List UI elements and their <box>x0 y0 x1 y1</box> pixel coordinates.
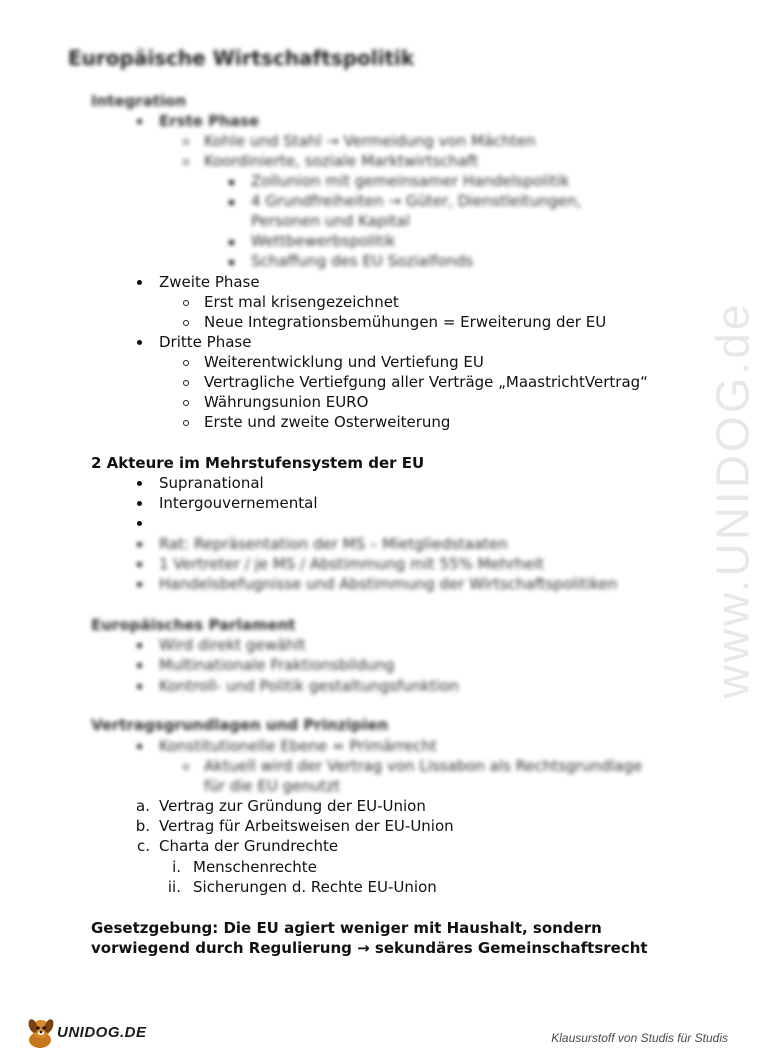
list-item: 4 Grundfreiheiten → Güter, Dienstleitungen, <box>251 192 582 210</box>
circle-bullet-icon <box>183 420 189 426</box>
enum-marker: a. <box>136 797 150 815</box>
bullet-icon <box>137 542 142 547</box>
section-heading-parlament: Europäisches Parlament <box>91 616 296 634</box>
watermark <box>702 270 762 730</box>
bullet-icon <box>137 684 142 689</box>
list-item: Konstitutionelle Ebene = Primärrecht <box>159 737 437 755</box>
phase-label: Zweite Phase <box>159 273 260 291</box>
bullet-icon <box>137 521 142 526</box>
enum-marker: b. <box>135 817 150 835</box>
enum-item: Vertrag zur Gründung der EU-Union <box>159 797 426 815</box>
bullet-icon <box>137 643 142 648</box>
list-item: Erste und zweite Osterweiterung <box>204 413 451 431</box>
list-item: Supranational <box>159 474 264 492</box>
circle-bullet-icon <box>183 380 189 386</box>
square-bullet-icon <box>229 180 234 185</box>
bullet-icon <box>137 481 142 486</box>
bullet-icon <box>137 744 142 749</box>
circle-bullet-icon <box>183 360 189 366</box>
roman-item: Sicherungen d. Rechte EU-Union <box>193 878 437 896</box>
unidog-logo[interactable] <box>24 1016 148 1052</box>
list-item-continuation: für die EU genutzt <box>204 777 341 795</box>
list-item: Schaffung des EU Sozialfonds <box>251 252 474 270</box>
circle-bullet-icon <box>183 300 189 306</box>
list-item: Wettbewerbspolitik <box>251 232 396 250</box>
phase-label: Erste Phase <box>159 112 260 130</box>
roman-marker: ii. <box>167 878 181 896</box>
enum-item: Vertrag für Arbeitsweisen der EU-Union <box>159 817 454 835</box>
watermark-text: www.UNIDOG.de <box>706 301 759 699</box>
circle-bullet-icon <box>183 400 189 406</box>
list-item: Kohle und Stahl → Vermeidung von Mächten <box>204 132 536 150</box>
list-item: Währungsunion EURO <box>204 393 369 411</box>
list-item: Neue Integrationsbemühungen = Erweiterung der EU <box>204 313 607 331</box>
bullet-icon <box>137 501 142 506</box>
enum-marker: c. <box>136 837 150 855</box>
section-heading-vertrag: Vertragsgrundlagen und Prinzipien <box>91 716 389 734</box>
circle-bullet-icon <box>183 764 189 770</box>
footer-tagline: Klausurstoff von Studis für Studis <box>551 1031 728 1045</box>
list-item: Rat: Repräsentation der MS – Mietgliedstaaten <box>159 535 508 553</box>
circle-bullet-icon <box>183 320 189 326</box>
logo-text: UNIDOG.DE <box>57 1024 147 1041</box>
list-item: Weiterentwicklung und Vertiefung EU <box>204 353 484 371</box>
page-title: Europäische Wirtschaftspolitik <box>68 46 415 70</box>
list-item: Vertragliche Vertiefgung aller Verträge „MaastrichtVertrag“ <box>204 373 648 391</box>
list-item: Zollunion mit gemeinsamer Handelspolitik <box>251 172 570 190</box>
dog-icon <box>24 1016 58 1050</box>
roman-marker: i. <box>172 858 181 876</box>
list-item-continuation: Personen und Kapital <box>251 212 410 230</box>
square-bullet-icon <box>229 240 234 245</box>
bullet-icon <box>137 562 142 567</box>
section-heading-akteure: 2 Akteure im Mehrstufensystem der EU <box>91 454 425 472</box>
list-item: Handelsbefugnisse und Abstimmung der Wirtschaftspolitiken <box>159 575 618 593</box>
bullet-icon <box>137 280 142 285</box>
bullet-icon <box>137 119 142 124</box>
list-item: 1 Vertreter / je MS / Abstimmung mit 55% Mehrheit <box>159 555 544 573</box>
list-item: Erst mal krisengezeichnet <box>204 293 399 311</box>
bullet-icon <box>137 582 142 587</box>
phase-label: Dritte Phase <box>159 333 252 351</box>
circle-bullet-icon <box>183 139 189 145</box>
list-item: Aktuell wird der Vertrag von Lissabon als Rechtsgrundlage <box>204 757 643 775</box>
bullet-icon <box>137 663 142 668</box>
conclusion-line: vorwiegend durch Regulierung → sekundäres Gemeinschaftsrecht <box>91 939 648 957</box>
enum-item: Charta der Grundrechte <box>159 837 339 855</box>
list-item: Intergouvernemental <box>159 494 318 512</box>
section-heading-integration: Integration <box>91 92 187 110</box>
circle-bullet-icon <box>183 159 189 165</box>
square-bullet-icon <box>229 200 234 205</box>
list-item: Koordinierte, soziale Marktwirtschaft <box>204 152 479 170</box>
square-bullet-icon <box>229 260 234 265</box>
conclusion-line: Gesetzgebung: Die EU agiert weniger mit Haushalt, sondern <box>91 919 602 937</box>
roman-item: Menschenrechte <box>193 858 317 876</box>
bullet-icon <box>137 340 142 345</box>
list-item: Wird direkt gewählt <box>159 636 306 654</box>
list-item: Kontroll- und Politik gestaltungsfunktion <box>159 677 459 695</box>
list-item: Multinationale Fraktionsbildung <box>159 656 395 674</box>
